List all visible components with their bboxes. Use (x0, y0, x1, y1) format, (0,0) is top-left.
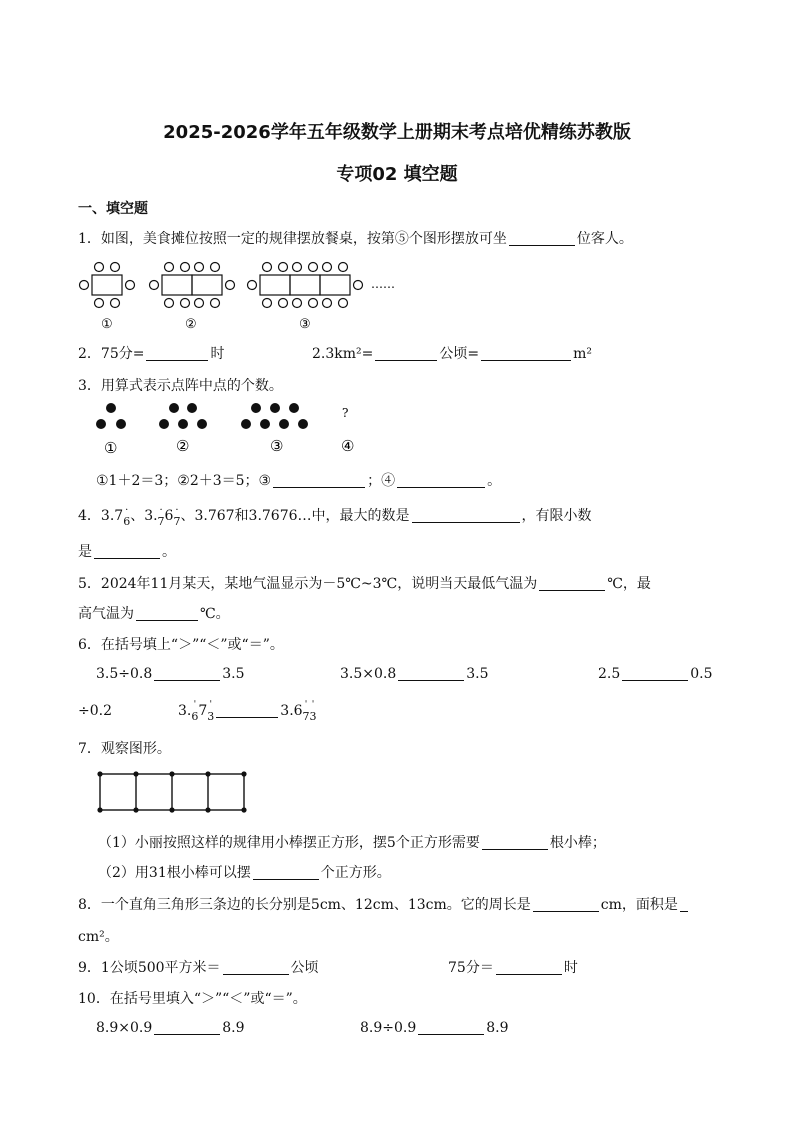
q4-n1-main: 3.7 (100, 508, 124, 524)
q5-answer-blank-1[interactable] (539, 576, 605, 591)
q7-text: 7．观察图形。 (78, 741, 171, 757)
q8-line2: cm²。 (78, 929, 119, 945)
question-1 (78, 228, 633, 248)
q2a-prefix: 2．75分= (78, 346, 145, 362)
q6-answer-blank-3[interactable] (622, 666, 688, 681)
q2b-unit: m² (573, 346, 592, 362)
q6-expr-1 (96, 666, 245, 682)
seat-circle (95, 299, 104, 308)
q5-line2-prefix: 高气温为 (78, 606, 134, 622)
table-arrangement-figure (78, 255, 418, 335)
q3-text: 3．用算式表示点阵中点的个数。 (78, 378, 283, 394)
dot-label-2: ② (176, 437, 190, 455)
question-4-line2 (78, 541, 176, 561)
dot-label-1: ① (104, 439, 118, 457)
q6-expr-2 (340, 666, 489, 682)
seat-circle (80, 281, 89, 290)
table-shape (320, 275, 350, 295)
q6-e4-left-main: 3. (178, 703, 192, 719)
dot-label-3: ③ (270, 437, 284, 455)
q9a-prefix: 9．1公顷500平方米＝ (78, 960, 221, 976)
q6-answer-blank-1[interactable] (154, 666, 220, 681)
q6-expr-3 (598, 666, 713, 682)
q2b-mid: 公顷= (439, 346, 480, 362)
q4-line2-prefix: 是 (78, 544, 92, 560)
question-2a (78, 343, 224, 363)
q7-p1-end: 根小棒； (549, 835, 606, 851)
squares-figure (94, 768, 250, 818)
ellipsis: …… (371, 277, 395, 291)
q6-expr-4 (178, 700, 317, 723)
seat-circle (111, 299, 120, 308)
question-4 (78, 505, 592, 528)
q7-p2-end: 个正方形。 (320, 865, 391, 881)
q10-expr-2 (360, 1020, 509, 1036)
q8-answer-blank-1[interactable] (533, 897, 599, 912)
q10-e1-right: 8.9 (222, 1020, 245, 1036)
q3-answer-sep: ；④ (367, 473, 396, 489)
q10-answer-blank-2[interactable] (418, 1020, 484, 1035)
q1-answer-blank[interactable] (509, 231, 575, 246)
q7-answer-blank-1[interactable] (482, 835, 548, 850)
q5-answer-blank-2[interactable] (136, 606, 198, 621)
table-shape (92, 275, 122, 295)
q9b-answer-blank[interactable] (496, 960, 562, 975)
q2b-answer-blank-2[interactable] (481, 346, 571, 361)
seat-circle (95, 263, 104, 272)
q7-p2-text: （2）用31根小棒可以摆 (98, 865, 251, 881)
q6-e4-left-repeat-2: 7 (198, 703, 208, 719)
q6-e1-right: 3.5 (222, 666, 245, 682)
table-shape (290, 275, 320, 295)
table-shape (192, 275, 222, 295)
q6-e4-right-main: 3.6 (280, 703, 303, 719)
q4-answer-blank-2[interactable] (94, 544, 160, 559)
q10-text: 10．在括号里填入“＞”“＜”或“＝”。 (78, 991, 307, 1007)
q2a-unit: 时 (210, 346, 225, 362)
q7-answer-blank-2[interactable] (253, 865, 319, 880)
q10-expr-1 (96, 1020, 245, 1036)
question-2b (312, 343, 592, 363)
q6-e2-right: 3.5 (466, 666, 489, 682)
table-shape (260, 275, 290, 295)
q6-e4-right-repeat-1: ˈ 7 (302, 700, 310, 723)
dot-label-4: ④ (341, 437, 355, 455)
q5-line2-end: ℃。 (200, 606, 230, 622)
dot-array-figure (80, 398, 380, 458)
q2b-prefix: 2.3km²= (312, 346, 374, 362)
q4-text: 、3.767和3.7676…中，最大的数是 (180, 508, 410, 524)
question-mark: ? (342, 406, 349, 420)
q9a-unit: 公顷 (290, 960, 319, 976)
q3-answer-end: 。 (487, 473, 502, 489)
q6-answer-blank-4[interactable] (216, 703, 278, 718)
q4-n1-repeating-digit: · 6 (123, 505, 131, 528)
page-title: 2025-2026学年五年级数学上册期末考点培优精练苏教版 (163, 122, 631, 143)
q3-answer-line (96, 470, 501, 490)
q4-sep: 、 (130, 508, 145, 524)
q4-line2-end: 。 (162, 544, 176, 560)
section-heading: 一、填空题 (78, 201, 148, 217)
seat-circle (111, 263, 120, 272)
q2b-answer-blank-1[interactable] (375, 346, 437, 361)
q2a-answer-blank[interactable] (146, 346, 208, 361)
q5-text: 5．2024年11月某天，某地气温显示为－5℃~3℃，说明当天最低气温为 (78, 576, 538, 592)
figure-label-2: ② (185, 317, 197, 332)
q1-text: 1．如图，美食摊位按照一定的规律摆放餐桌，按第⑤个图形摆放可坐 (78, 231, 507, 247)
question-5-line2 (78, 603, 230, 623)
question-9b (448, 957, 578, 977)
q7-part-2 (98, 862, 391, 882)
q4-text-2: ，有限小数 (521, 508, 592, 524)
q6-answer-blank-2[interactable] (398, 666, 464, 681)
q8-answer-blank-2[interactable] (680, 897, 688, 912)
q6-e3-left: 2.5 (598, 666, 621, 682)
seat-circle (126, 281, 135, 290)
q6-e4-right-repeat-2: ˈ 3 (309, 700, 317, 723)
question-5 (78, 573, 651, 593)
q4-n2-repeat-start: · 7 (157, 505, 165, 528)
table-shape (162, 275, 192, 295)
q6-e4-left-repeat-3: ˈ 3 (207, 700, 215, 723)
q8-text-2: cm，面积是 (600, 897, 678, 913)
q10-answer-blank-1[interactable] (154, 1020, 220, 1035)
q3-answer-prefix: ①1＋2＝3；②2＋3＝5；③ (96, 473, 272, 489)
q5-text-end: ℃，最 (607, 576, 651, 592)
question-9a (78, 957, 319, 977)
q1-text-end: 位客人。 (576, 231, 633, 247)
q4-n2-main: 3. (144, 508, 158, 524)
q9a-answer-blank[interactable] (223, 960, 289, 975)
q10-e2-right: 8.9 (486, 1020, 509, 1036)
figure-label-3: ③ (299, 317, 311, 332)
q4-n2-mid: 6 (164, 508, 174, 524)
q7-p1-text: （1）小丽按照这样的规律用小棒摆正方形，摆5个正方形需要 (98, 835, 480, 851)
q6-e1-left: 3.5÷0.8 (96, 666, 153, 682)
page-subtitle: 专项02 填空题 (336, 164, 458, 185)
q6-e3-right: 0.5 (690, 666, 713, 682)
q10-e2-left: 8.9÷0.9 (360, 1020, 417, 1036)
q4-n2-repeat-end: · 7 (173, 505, 181, 528)
q3-answer-blank-3[interactable] (273, 473, 365, 488)
q6-expr-3-cont: ÷0.2 (78, 703, 112, 719)
q8-text: 8．一个直角三角形三条边的长分别是5cm、12cm、13cm。它的周长是 (78, 897, 531, 913)
q3-answer-blank-4[interactable] (397, 473, 485, 488)
q9b-unit: 时 (563, 960, 578, 976)
q7-part-1 (98, 832, 606, 852)
q6-e4-left-repeat-1: ˈ 6 (191, 700, 199, 723)
q6-e2-left: 3.5×0.8 (340, 666, 397, 682)
question-8 (78, 894, 690, 914)
q4-number: 4． (78, 508, 101, 524)
q6-text: 6．在括号填上“＞”“＜”或“＝”。 (78, 637, 284, 653)
q10-e1-left: 8.9×0.9 (96, 1020, 153, 1036)
q9b-prefix: 75分＝ (448, 960, 494, 976)
q4-answer-blank-1[interactable] (412, 508, 520, 523)
figure-label-1: ① (101, 317, 113, 332)
